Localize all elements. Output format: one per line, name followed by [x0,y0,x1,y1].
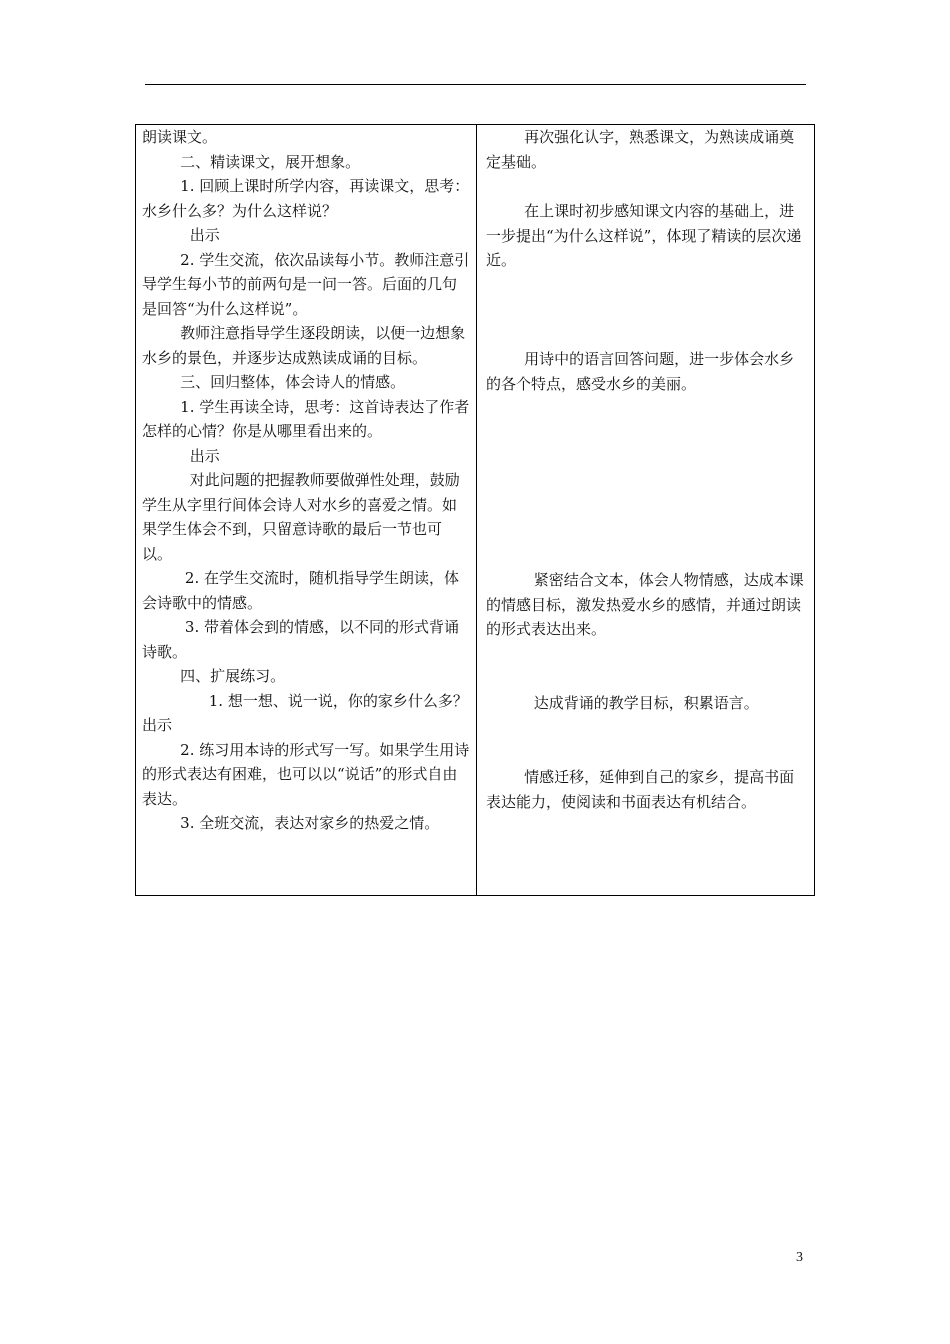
paragraph: 3. 带着体会到的情感，以不同的形式背诵诗歌。 [142,618,460,661]
column-divider [476,125,477,895]
page-number: 3 [796,1250,803,1265]
paragraph: 朗读课文。 [142,128,218,146]
section-heading: 二、精读课文，展开想象。 [142,152,361,171]
paragraph: 1. 想一想、说一说，你的家乡什么多？出示 [142,691,468,734]
paragraph: 1. 回顾上课时所学内容，再读课文，思考：水乡什么多？为什么这样说？ [142,177,470,220]
paragraph: 1. 学生再读全诗，思考：这首诗表达了作者怎样的心情？你是从哪里看出来的。 [142,397,470,440]
paragraph: 2. 在学生交流时，随机指导学生朗读，体会诗歌中的情感。 [142,569,460,612]
paragraph: 2. 练习用本诗的形式写一写。如果学生用诗的形式表达有困难，也可以以“说话”的形式自由表达。 [142,740,470,808]
paragraph: 2. 学生交流，依次品读每小节。教师注意引导学生每小节的前两句是一问一答。后面的几句是回答“为什么这样说”。 [142,250,470,318]
section-heading: 四、扩展练习。 [142,667,286,685]
annotation: 在上课时初步感知课文内容的基础上，进一步提出“为什么这样说”，体现了精读的层次递近。 [486,202,802,269]
annotation: 再次强化认字，熟悉课文，为熟读成诵奠定基础。 [486,128,795,171]
paragraph: 出示 [142,446,220,465]
paragraph: 出示 [142,226,220,244]
paragraph: 对此问题的把握教师要做弹性处理，鼓励学生从字里行间体会诗人对水乡的喜爱之情。如果学生体会不到，只留意诗歌的最后一节也可以。 [142,471,460,563]
annotation: 用诗中的语言回答问题，进一步体会水乡的各个特点，感受水乡的美丽。 [486,350,795,393]
paragraph: 教师注意指导学生逐段朗读，以便一边想象水乡的景色，并逐步达成熟读成诵的目标。 [142,324,466,367]
section-heading: 三、回归整体，体会诗人的情感。 [142,373,406,391]
annotation: 紧密结合文本，体会人物情感，达成本课的情感目标，激发热爱水乡的感情，并通过朗读的形式表达出来。 [486,571,804,638]
annotation: 情感迁移，延伸到自己的家乡，提高书面表达能力，使阅读和书面表达有机结合。 [486,768,795,811]
teaching-process-column [142,125,470,836]
annotation: 达成背诵的教学目标，积累语言。 [486,694,759,712]
lesson-table [135,124,815,896]
paragraph: 3. 全班交流，表达对家乡的热爱之情。 [142,814,440,832]
header-rule [145,84,806,85]
